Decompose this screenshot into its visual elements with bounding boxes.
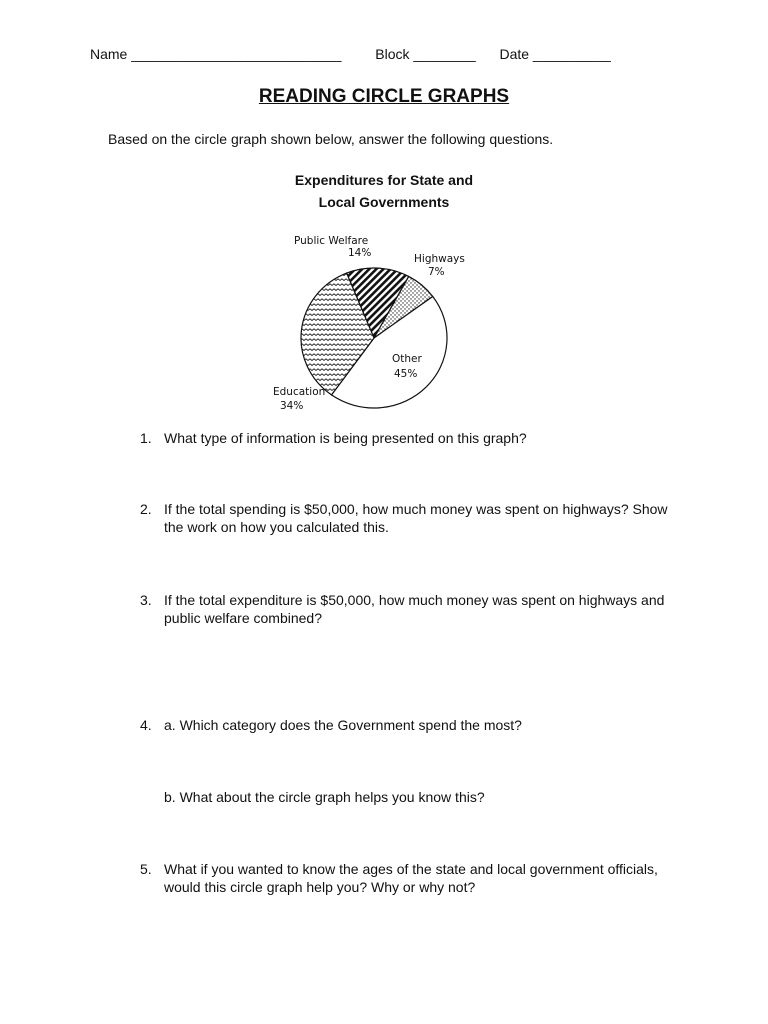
question-number: 3. [140, 592, 152, 608]
chart-title-line2: Local Governments [318, 194, 450, 210]
chart-title-line1: Expenditures for State and [294, 172, 474, 188]
slice-value-label: 14% [348, 247, 372, 259]
date-field-label[interactable]: Date __________ [499, 46, 611, 62]
name-field-label[interactable]: Name ___________________________ [90, 46, 342, 62]
chart-title [0, 169, 768, 213]
question-text: If the total spending is $50,000, how much money was spent on highways? Show the work on how you calculated this. [164, 501, 668, 535]
question-text: What if you wanted to know the ages of the state and local government officials, would this circle graph help you? Why or why not? [164, 861, 658, 895]
question-number: 1. [140, 430, 152, 446]
block-field-label[interactable]: Block ________ [375, 46, 476, 62]
question-4b: b. What about the circle graph helps you know this? [164, 789, 485, 805]
question-number: 2. [140, 501, 152, 517]
intro-text: Based on the circle graph shown below, answer the following questions. [108, 131, 554, 147]
slice-label: Other [392, 353, 422, 365]
header-line [90, 46, 611, 62]
question-text: a. Which category does the Government spend the most? [164, 717, 522, 733]
question-number: 5. [140, 861, 152, 877]
slice-label: Highways [414, 253, 465, 265]
slice-value-label: 34% [280, 400, 304, 412]
page-title: READING CIRCLE GRAPHS [258, 86, 510, 107]
question-number: 4. [140, 717, 152, 733]
question-text: What type of information is being presented on this graph? [164, 430, 527, 446]
slice-label: Public Welfare [294, 235, 369, 247]
question-text: If the total expenditure is $50,000, how much money was spent on highways and public welfare combined? [164, 592, 665, 626]
slice-value-label: 45% [394, 368, 418, 380]
slice-label: Education [273, 386, 326, 398]
pie-chart [260, 228, 500, 418]
slice-value-label: 7% [428, 266, 445, 278]
